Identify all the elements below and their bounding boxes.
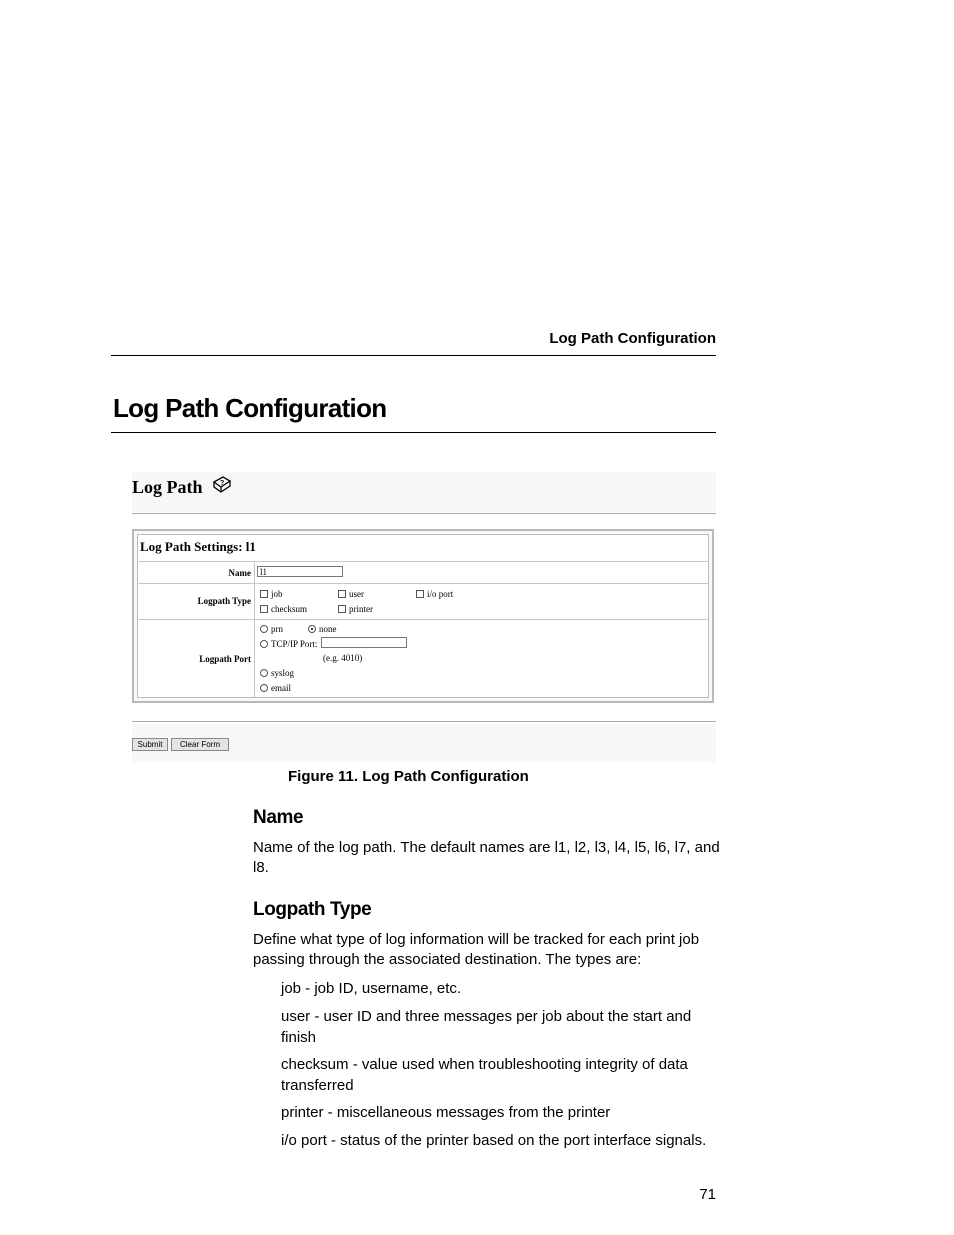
checkbox-icon: [416, 590, 424, 598]
radio-icon: [260, 684, 268, 692]
submit-button[interactable]: Submit: [132, 738, 168, 751]
port-tcpip-radio[interactable]: [260, 639, 317, 649]
radio-icon: [260, 669, 268, 677]
tcpip-port-hint: (e.g. 4010): [323, 653, 363, 663]
port-none-label: none: [319, 624, 337, 634]
type-user-checkbox[interactable]: [338, 589, 364, 599]
figure-header: [132, 472, 716, 512]
running-header: Log Path Configuration: [549, 330, 716, 347]
checkbox-icon: [260, 590, 268, 598]
svg-text:?: ?: [220, 480, 225, 487]
help-book-icon[interactable]: [212, 475, 232, 497]
type-io-port-label: i/o port: [427, 589, 454, 599]
figure-divider: [132, 721, 716, 722]
chapter-title: Log Path Configuration: [113, 393, 387, 423]
port-prn-label: prn: [271, 624, 283, 634]
row-divider: [139, 561, 708, 562]
type-job-label: job: [271, 589, 283, 599]
port-prn-radio[interactable]: [260, 624, 283, 634]
radio-selected-icon: [308, 625, 316, 633]
radio-icon: [260, 640, 268, 648]
figure-caption: Figure 11. Log Path Configuration: [288, 768, 529, 785]
name-label: Name: [228, 568, 251, 578]
logpath-type-heading: Logpath Type: [253, 899, 372, 920]
figure-divider: [132, 513, 716, 514]
radio-icon: [260, 625, 268, 633]
checkbox-icon: [338, 605, 346, 613]
port-syslog-radio[interactable]: [260, 668, 294, 678]
list-item: i/o port - status of the printer based on the port interface signals.: [281, 1132, 707, 1149]
type-io-port-checkbox[interactable]: [416, 589, 453, 599]
name-description: Name of the log path. The default names are l1, l2, l3, l4, l5, l6, l7, and l8.: [253, 839, 720, 876]
name-input[interactable]: l1: [257, 566, 343, 577]
column-divider: [254, 561, 255, 697]
list-item: checksum - value used when troubleshooting integrity of data transferred: [281, 1056, 688, 1094]
settings-table: [137, 534, 709, 698]
settings-panel: [132, 529, 714, 703]
checkbox-icon: [260, 605, 268, 613]
settings-title: Log Path Settings: l1: [140, 539, 256, 554]
list-item: printer - miscellaneous messages from the printer: [281, 1104, 611, 1121]
page-number: 71: [699, 1186, 716, 1203]
port-email-label: email: [271, 683, 291, 693]
header-rule: [111, 355, 716, 356]
tcpip-port-input[interactable]: [321, 637, 407, 648]
figure-page-title: Log Path: [132, 477, 203, 497]
type-checksum-label: checksum: [271, 604, 307, 614]
name-heading: Name: [253, 807, 304, 828]
list-item: user - user ID and three messages per job about the start and finish: [281, 1008, 692, 1046]
port-syslog-label: syslog: [271, 668, 295, 678]
port-none-radio[interactable]: [308, 624, 337, 634]
log-path-screenshot: [132, 472, 716, 762]
logpath-port-label: Logpath Port: [199, 654, 251, 664]
type-user-label: user: [349, 589, 364, 599]
port-tcpip-label: TCP/IP Port:: [271, 639, 318, 649]
type-printer-checkbox[interactable]: [338, 604, 373, 614]
title-rule: [111, 432, 716, 433]
clear-form-button[interactable]: Clear Form: [171, 738, 229, 751]
type-checksum-checkbox[interactable]: [260, 604, 307, 614]
checkbox-icon: [338, 590, 346, 598]
row-divider: [139, 619, 708, 620]
type-printer-label: printer: [349, 604, 373, 614]
logpath-type-description: Define what type of log information will be tracked for each print job passing through the associated destination. The types are:: [253, 931, 700, 968]
row-divider: [139, 583, 708, 584]
list-item: job - job ID, username, etc.: [281, 980, 462, 997]
logpath-type-label: Logpath Type: [197, 596, 251, 606]
type-job-checkbox[interactable]: [260, 589, 283, 599]
port-email-radio[interactable]: [260, 683, 291, 693]
